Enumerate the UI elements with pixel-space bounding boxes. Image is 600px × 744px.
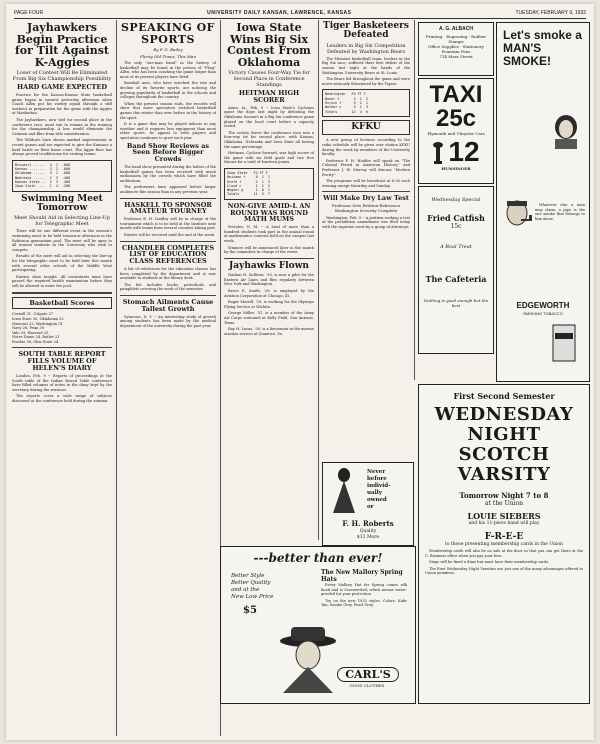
article-body: Nathan H. Sullivan, '30, is now a pilot for the Eastern Air Lines and flies regularly between New York and Washington. Bruce E. Smith, '28, is employed by the Aviation Corporation at Chicago, Ill. Roger Merrill, '29, is working for the Skyways Flying Service at Wichita. George Miller, '31, is a member of the Army Air Corps stationed at Kelly Field, San Antonio, Texas. Ray H. Lucas, '30, is a lieutenant in the marine aviation service at Quantico, Va. [224, 273, 314, 336]
column-rule [414, 20, 415, 380]
telephone-icon [432, 140, 444, 164]
headline-basketball-scores: Basketball Scores [12, 297, 112, 310]
box-score: Washington FG FT F Bauer f 4 1 2 Hirsch f 3 2 1 Walker c 5 1 3 Totals 12 4 6 [322, 89, 410, 116]
scores-list: Cornell 31, Colgate 27 Iowa State 30, Oklahoma 22 Missouri 23, Washington 31 Navy 28, Penn 30 Yale 29, Harvard 25 Notre Dame 24, Butler 21 Purdue 38, Ohio State 24 [12, 312, 64, 344]
headline-swimming: Swimming Meet Tomorrow [21, 193, 103, 213]
man-with-pipe-image [503, 199, 533, 233]
standings-box: Missouri ...... 4 1 .800 Kansas ........ 3 2 .600 Oklahoma ...... 3 2 .600 Nebraska ...... 2 3 .400 Kansas State .. 2 3 .400 Iowa State .... 1 4 .200 [12, 160, 112, 192]
headline-jayhawks-flown: Jayhawks Flown [229, 260, 309, 271]
headline-tiger: Tiger Basketeers Defeated [323, 21, 409, 41]
article-body: Ames, Ia., Feb. 9 -- Iowa State's Cyclones upset the dope last night by defeating the Oklahoma Sooners in a Big Six conference game played on the local court before a capacity crowd. The victory threw the conference race into a four-way tie for second place, with Kansas, Oklahoma, Nebraska and Iowa State all having the same percentage. Heitman, Cyclone forward, was high scorer of the game with six field goals and two free throws for a total of fourteen points. [224, 105, 314, 165]
headline-stomach: Stomach Ailments Cause Tallest Growth [122, 298, 214, 313]
subhead-tiger: Leaders in Big Six Competition Defeated by Washington Bears [326, 42, 406, 55]
subhead-iowa-state: Victory Causes Four-Way Tie for Second Place in Conference Standings [228, 70, 310, 89]
article-body: A list of references for the education classes has been completed by the department and is now available to students at the library desk. The list includes books, periodicals and pamphlets covering the work of the semester. [120, 267, 216, 292]
headline-south-table: SOUTH TABLE REPORT FILLS VOLUME OF HELEN'S DIARY [18, 350, 106, 373]
headline-kfku: KFKU [322, 120, 410, 135]
subhead-dry-law: Professor Sets Petition-Reference Washington Security Complete [331, 203, 401, 213]
article-body: There will be one different event in the women's swimming meet to be held tomorrow afternoon in the Robinson gymnasium pool. The meet will be open to all women students in the University who wish to compete. Results of the meet will aid in selecting the line-up for the telegraphic meet to be held later this month with several other schools of the Middle West participating. Entries close tonight. All contestants must have passed the required health examination before they will be allowed to enter the pool. [12, 229, 112, 288]
article-body: The band show presented during the halves of the basketball games has been received with much enthusiasm by the crowds which have filled the auditorium. The performers have appeared before larger audiences this season than in any previous year. [120, 165, 216, 194]
section-head: HEITMAN HIGH SCORER [238, 89, 300, 104]
headline-jayhawkers: Jayhawkers Begin Practice for Tilt Against K-Aggies [15, 21, 109, 69]
article-body: Syracuse, N. Y. -- An interesting study of growth among students has been made by the medical department of the university during the past year. [120, 314, 216, 328]
carls-logo: CARL'S [337, 667, 399, 682]
section-head: HARD GAME EXPECTED [17, 83, 107, 92]
ad-mallory-hats: ---better than ever! The New Mallory Spring Hats Better Style Better Quality and at the New Low Price $5 Every Mallory Hat for Spring comes silk lined and is Cravenetted, which means water-proofed for your protection. Try on the new 1932 styles. Colors: Kafir Tan, Smoke Grey, Pearl Grey. CARL'S GOOD CLOTHES [220, 546, 416, 704]
article-body: Professor E. H. Lindley will be in charge of the tournament which is to be held at the Institute next month with teams from several counties taking part. Entries will be received until the end of the week. [120, 217, 216, 237]
article-body: A new group of lectures according to the radio schedule will be given over station KFKU during the week by members of the University faculty. Professor F. H. Hodder will speak on "The Colonial Period in American History," and Professor J. W. Murray will discuss "Modern Poetry." The programs will be broadcast at 6:30 each evening except Saturday and Sunday. [322, 138, 410, 188]
article-body: Practice for the Kansas-Kansas State basketball game began in earnest yesterday afternoon when Coach Allen put his varsity squad through a stiff workout in preparation for the game with the Aggies at Manhattan. The Jayhawkers, now tied for second place in the conference race, must win to remain in the running for the championship. A loss would eliminate the Crimson and Blue from title consideration. The Wildcats have shown marked improvement in recent games and are expected to give the Kansans a hard battle on their home court. The Aggie floor has always proved troublesome for visiting teams. [12, 93, 112, 157]
article-body: Portales, N. M. -- A total of more than a hundred students took part in the annual round of mathematics contests held on the campus last week. Winners will be announced later in the month by the committee in charge of the event. [224, 225, 314, 255]
headline-iowa-state: Iowa State Wins Big Six Contest From Oklahoma [227, 21, 311, 69]
issue-date: TUESDAY, FEBRUARY 9, 1932 [515, 10, 586, 16]
column-sports-1 [12, 20, 112, 736]
ad-cafeteria: Wednesday Special Fried Catfish 15c A Real Treat The Cafeteria Nothing is good enough but the best [418, 186, 494, 354]
ad-edgeworth: Let's smoke a MAN'S SMOKE! Whatever else a man may claim, a pipe is the one smoke that belongs to him alone. EDGEWORTH SMOKING TOBACCO [496, 22, 590, 382]
column-sports-2 [120, 20, 216, 736]
page-number: PAGE FOUR [14, 10, 44, 16]
headline-dry-law: Will Make Dry Law Test [323, 194, 409, 203]
article-body: The Missouri basketball team, leaders in the Big Six race, suffered their first defeat of the season last night at the hands of the Washington University Bears at St. Louis. The Bears led throughout the game and were never seriously threatened by the Tigers. [322, 56, 410, 86]
article-body: Washington, Feb. 9 -- A petition seeking a test of the prohibition amendment was filed today with the supreme court by a group of attorneys. [322, 215, 410, 229]
article-body: London, Feb. 9 -- Reports of proceedings at the South table of the Indian Round Table conference have filled volumes of notes in the diary kept by the secretary during the sessions. The reports cover a wide range of subjects discussed at the conference held during the autumn. [12, 373, 112, 403]
ad-roberts: Never before individ- ually owned or F. H. Roberts Quality $12 More [322, 462, 414, 546]
headline-haskell: HASKELL TO SPONSOR AMATEUR TOURNEY [124, 200, 212, 216]
woman-portrait-image [549, 113, 583, 149]
woman-figure-image [327, 467, 361, 513]
headline-non-give: NON-GIVE AMID-L AN ROUND WAS ROUND MATH MUMS [227, 201, 311, 224]
ad-albach: A. G. ALBACH Printing · Engraving · Rubber Stamps Office Supplies · Stationery Fountain Pens 714 Mass Street [418, 22, 494, 76]
headline-band-show: Band Show Reviews as Seen Before Bigger Crowds [126, 141, 210, 164]
column-rule [116, 20, 117, 736]
paper-title: UNIVERSITY DAILY KANSAN, LAWRENCE, KANSAS [207, 10, 352, 16]
column-quote: Plenty Old Times, This Man [139, 54, 197, 60]
man-in-hat-image [273, 623, 343, 693]
column-body: The only "one-man band" in the history of basketball may be found in the person of "Phog" Allen, who has been coaching the game longer than most of its present players have lived. Baseball men, who have watched the rise and decline of its favorite sports, are noticing the growing popularity of basketball in the schools and colleges throughout the country. When the present season ends, the records will show that more spectators watched basketball games this winter than ever before in the history of the sport. It is a game that may be played indoors in any weather and it requires less equipment than most other sports. Its appeal to both players and spectators continues to grow each year. [120, 61, 216, 140]
headline-chandler: CHANDLER COMPLETES LIST OF EDUCATION CLASS REFERENCES [121, 243, 215, 266]
tobacco-tin-icon [551, 323, 577, 363]
headline-speaking-of-sports: SPEAKING OF SPORTS [120, 21, 215, 46]
box-score: Iowa State FG FT F Heitman f 6 2 1 Grefe f 2 1 3 Lloyd c 1 2 2 Wegner g 2 0 1 Totals 11 5 7 [224, 168, 314, 200]
masthead [14, 8, 586, 19]
byline: By F. G. Bailey [153, 47, 183, 53]
ad-scotch-varsity: First Second Semester WEDNESDAY NIGHT SCOTCH VARSITY Tomorrow Night 7 to 8 at the Union LOUIE SIEBERS and his 11-piece band will play F-R-E-E to those presenting membership cards in the Union Membership cards will also be on sale at the door so that you can get there at the U. Business office when you pay your fees. Stags will be fined a dime but must have their membership cards. The First Wednesday Night Varsities are just one of the many advantages offered to Union members. [418, 384, 590, 704]
column-rule [318, 20, 319, 540]
subhead-jayhawkers: Loser of Contest Will Be Eliminated From Big Six Championship Possibility [12, 70, 112, 83]
newspaper-page [6, 4, 594, 740]
edgeworth-brand: EDGEWORTH [516, 301, 570, 310]
ad-taxi: TAXI 25c Plymouth and Chrysler Cars 12 HUNSINGER [418, 78, 494, 184]
subhead-swimming: Meet Should Aid in Selecting Line-Up for Telegraphic Meet [14, 215, 110, 228]
